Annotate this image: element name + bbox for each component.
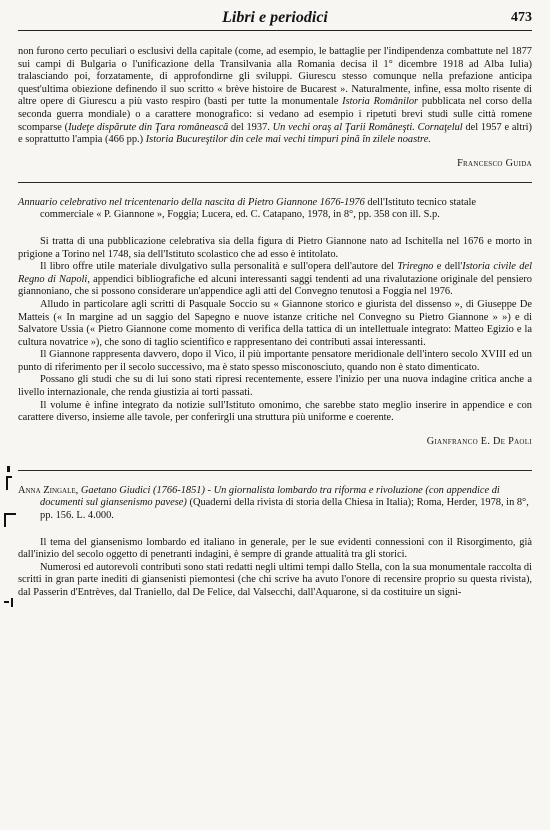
page-number: 473: [511, 10, 532, 25]
margin-mark: [4, 513, 6, 527]
review-paragraph: Alludo in particolare agli scritti di Pasquale Soccio su « Giannone storico e giurista del dissenso », di Giuseppe De Matteis (« In margine ad un saggio del Sapegno e nuove istanze critiche nel Convegno su Pietro Giannone » ») e di Salvatore Ussia (« Pietro Giannone come momento di verifica della tattica di un intellettuale integrato: Matteo Egizio e la cultura novatrice »), che sono di taglio scientifico e rappresentano dei contributi assai interessanti.: [18, 298, 532, 348]
reviewer-signature: Gianfranco E. De Paoli: [426, 435, 532, 447]
review-paragraph: non furono certo peculiari o esclusivi della capitale (come, ad esempio, le battaglie per l'indipendenza combattute nel 1877 sui campi di Bulgaria o l'unificazione della Transilvania alla Romania decisa il 1° dicembre 1918 ad Alba Iulia) tralasciando poi, forzatamente, di approfondirne gli sviluppi. Giurescu stesso comunque nella prefazione anticipa quest'ultima obiezione definendo il suo scritto « brève histoire de Bucarest ». Naturalmente, infine, essa molto risente di altre opere di Giurescu a più vasto respiro (basti per tutte la monumentale Istoria Românilor pubblicata nel corso della seconda guerra mondiale) o a carattere monografico: si vedano ad esempio i ripetuti brevi studi sulle città romene scomparse (Iudeţe dispărute din Ţara românească del 1937. Un vechi oraş al Ţarii Româneşti. Cornaţelul del 1957 e altri) e soprattutto l'ampia (466 pp.) Istoria Bucureştilor din cele mai vechi timpuri pină în zilele noastre.: [18, 46, 533, 146]
review-paragraph: Il tema del giansenismo lombardo ed italiano in generale, per le sue evidenti connessioni con il Risorgimento, già dall'inizio del secolo oggetto di penetranti indagini, è sempre di grande attualità tra gli storici.: [18, 536, 532, 561]
review-paragraph: Si tratta di una pubblicazione celebrativa sia della figura di Pietro Giannone nato ad Ischitella nel 1676 e morto in prigione a Torino nel 1748, sia dell'Istituto scolastico che ad esso è intitolato.: [18, 235, 532, 260]
review-paragraph: Numerosi ed autorevoli contributi sono stati redatti negli ultimi tempi dallo Stella, con la sua monumentale raccolta di scritti in gran parte inediti di giansenisti piemontesi (che chi scrive ha avuto l'onore di recensire proprio su questa rivista), dal Passerin d'Entrèves, dal Traniello, dal De Felice, dal Valsecchi, dall'Aquarone, si da costituire un signi-: [18, 561, 532, 598]
review-paragraph: Possano gli studi che su di lui sono stati ripresi recentemente, essere l'inizio per una nuova indagine critica anche a livello internazionale, che renda giustizia ai torti passati.: [18, 374, 532, 399]
margin-mark: [6, 476, 12, 478]
book-citation: Annuario celebrativo nel tricentenario della nascita di Pietro Giannone 1676-1976 dell'Istituto tecnico statale commerciale « P. Giannone », Foggia; Lucera, ed. C. Catapano, 1978, in 8°, pp. 358 con ill. S.p.: [18, 196, 477, 221]
margin-mark: [4, 601, 9, 603]
margin-mark: [7, 466, 10, 472]
section-divider: [18, 182, 532, 183]
page-header: [18, 8, 532, 31]
page-body: [18, 46, 532, 600]
review-paragraph: Il Giannone rappresenta davvero, dopo il Vico, il più importante pensatore meridionale dell'intero secolo XVIII ed un punto di riferimento per il secolo successivo, ma è stato spesso misconosciuto, quando non è stato dimenticato.: [18, 349, 532, 373]
reviewer-signature: Francesco Guida: [457, 157, 532, 169]
book-citation: Anna Zingale, Gaetano Giudici (1766-1851) - Un giornalista lombardo tra riforma e rivoluzione (con appendice di documenti sul giansenismo pavese) (Quaderni della rivista di storia della Chiesa in Italia); Roma, Herder, 1978, in 8°, pp. 156. L. 4.000.: [18, 484, 529, 522]
margin-mark: [4, 513, 16, 515]
review-paragraph: Il volume è infine integrato da notizie sull'Istituto omonimo, che sarebbe stato meglio inserire in appendice e con carattere diverso, insieme alle tavole, per conferirgli una struttura più uniforme e coerente.: [18, 399, 532, 424]
margin-mark: [6, 476, 8, 490]
margin-mark: [11, 598, 13, 607]
section-divider: [18, 470, 532, 471]
running-title: Libri e periodici: [222, 9, 328, 26]
review-paragraph: Il libro offre utile materiale divulgativo sulla personalità e sull'opera dell'autore del Triregno e dell'Istoria civile del Regno di Napoli, appendici bibliografiche ed alcuni interessanti saggi tendenti ad una rivalutazione originale del pensiero giannoniano, che si possono considerare un'appendice agli atti del Convegno tenutosi a Foggia nel 1976.: [18, 261, 532, 298]
